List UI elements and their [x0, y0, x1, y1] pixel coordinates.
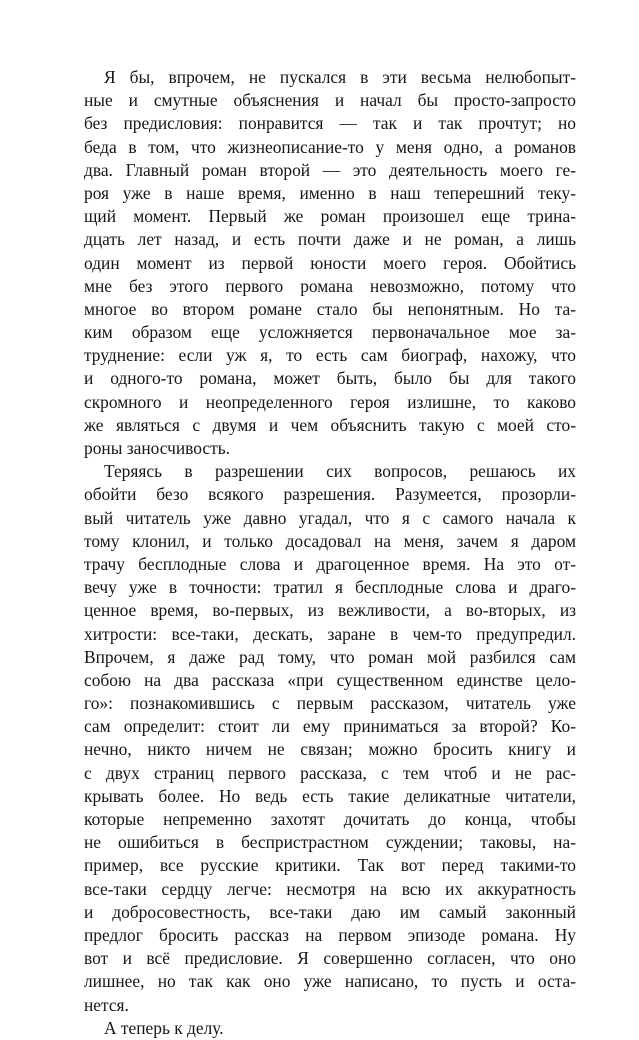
text-line: нечно, никто ничем не связан; можно бросить книгу и [84, 739, 576, 760]
text-line: предлог бросить рассказ на первом эпизоде романа. Ну [84, 924, 576, 945]
text-line: вечу уже в точности: тратил я бесплодные слова и драго- [84, 577, 576, 598]
paragraph [84, 1017, 576, 1040]
text-line: без предисловия: понравится — так и так прочтут; но [84, 113, 576, 134]
text-line: Теряясь в разрешении сих вопросов, решаюсь их [104, 461, 576, 482]
text-line: все-таки сердцу легче: несмотря на всю их аккуратность [84, 878, 576, 899]
text-line: нется. [84, 994, 129, 1015]
text-line: собою на два рассказа «при существенном единстве цело- [84, 669, 576, 690]
text-line: дцать лет назад, и есть почти даже и не роман, а лишь [84, 229, 576, 250]
text-line: два. Главный роман второй — это деятельность моего ге- [84, 159, 576, 180]
text-line: вый читатель уже давно угадал, что я с самого начала к [84, 507, 576, 528]
text-line: го»: познакомившись с первым рассказом, читатель уже [84, 693, 576, 714]
text-line: беда в том, что жизнеописание-то у меня одно, а романов [84, 136, 576, 157]
text-line: один момент из первой юности моего героя. Обойтись [84, 252, 576, 273]
text-line: скромного и неопределенного героя излишне, то каково [84, 391, 576, 412]
text-line: мне без этого первого романа невозможно, потому что [84, 275, 576, 296]
text-line: и одного-то романа, может быть, было бы для такого [84, 368, 576, 389]
text-line: ные и смутные объяснения и начал бы просто-запросто [84, 90, 576, 111]
text-line: и добросовестность, все-таки даю им самый законный [84, 901, 576, 922]
paragraph [84, 460, 576, 1017]
text-line: же являться с двумя и чем объяснить такую с моей сто- [84, 414, 576, 435]
text-line: ценное время, во-первых, из вежливости, а во-вторых, из [84, 600, 576, 621]
text-line: крывать более. Но ведь есть такие деликатные читатели, [84, 785, 576, 806]
page-text [84, 66, 576, 1040]
text-line: пример, все русские критики. Так вот перед такими-то [84, 855, 576, 876]
text-line: хитрости: все-таки, дескать, заране в чем-то предупредил. [84, 623, 576, 644]
text-line: обойти безо всякого разрешения. Разумеется, прозорли- [84, 484, 576, 505]
text-line: А теперь к делу. [104, 1017, 224, 1038]
text-line: ким образом еще усложняется первоначальное мое за- [84, 322, 576, 343]
text-line: не ошибиться в беспристрастном суждении; таковы, на- [84, 832, 576, 853]
text-line: сам определит: стоит ли ему приниматься за второй? Ко- [84, 716, 576, 737]
text-line: многое во втором романе стало бы непонятным. Но та- [84, 298, 576, 319]
text-line: Я бы, впрочем, не пускался в эти весьма нелюбопыт- [104, 67, 576, 87]
text-line: с двух страниц первого рассказа, с тем чтоб и не рас- [84, 762, 576, 783]
text-line: Впрочем, я даже рад тому, что роман мой разбился сам [84, 646, 576, 667]
text-line: труднение: если уж я, то есть сам биограф, нахожу, что [84, 345, 576, 366]
text-line: трачу бесплодные слова и драгоценное время. На это от- [84, 553, 576, 574]
text-line: роя уже в наше время, именно в наш теперешний теку- [84, 182, 576, 203]
text-line: лишнее, но так как оно уже написано, то пусть и оста- [84, 971, 576, 992]
paragraph [84, 66, 576, 460]
text-line: щий момент. Первый же роман произошел еще трина- [84, 206, 576, 227]
text-line: роны заносчивость. [84, 438, 230, 458]
text-line: вот и всё предисловие. Я совершенно согласен, что оно [84, 948, 576, 969]
text-line: тому клонил, и только досадовал на меня, зачем я даром [84, 530, 576, 551]
text-line: которые непременно захотят дочитать до конца, чтобы [84, 809, 576, 829]
